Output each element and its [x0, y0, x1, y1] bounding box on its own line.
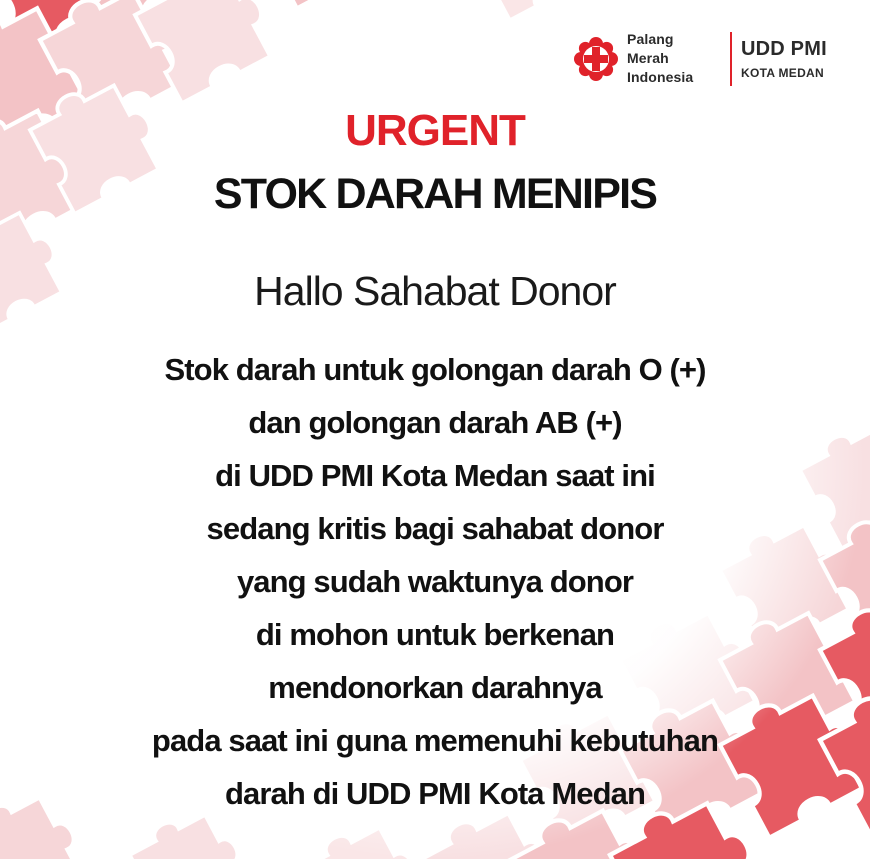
unit-title: UDD PMI: [741, 38, 827, 60]
message-line: darah di UDD PMI Kota Medan: [224, 776, 646, 811]
message-line: dan golongan darah AB (+): [248, 405, 622, 440]
organization-name-line: Merah: [627, 50, 669, 66]
message-line: pada saat ini guna memenuhi kebutuhan: [151, 723, 719, 758]
pmi-logo: [573, 28, 843, 88]
logo-divider: [730, 32, 732, 86]
urgent-label: URGENT: [345, 106, 525, 155]
red-cross-icon: [573, 36, 619, 82]
message-line: Stok darah untuk golongan darah O (+): [164, 352, 706, 387]
message-line: sedang kritis bagi sahabat donor: [206, 511, 664, 546]
organization-name-line: Palang: [627, 31, 674, 47]
message-line: mendonorkan darahnya: [268, 670, 602, 705]
message-line: di UDD PMI Kota Medan saat ini: [215, 458, 655, 493]
headline: STOK DARAH MENIPIS: [213, 170, 657, 218]
message-line: yang sudah waktunya donor: [236, 564, 634, 599]
organization-name-line: Indonesia: [627, 69, 694, 85]
message-body: [0, 350, 870, 827]
organization-name: [627, 30, 727, 87]
message-line: di mohon untuk berkenan: [255, 617, 615, 652]
greeting: Hallo Sahabat Donor: [254, 268, 616, 314]
unit-subtitle: KOTA MEDAN: [741, 66, 824, 80]
